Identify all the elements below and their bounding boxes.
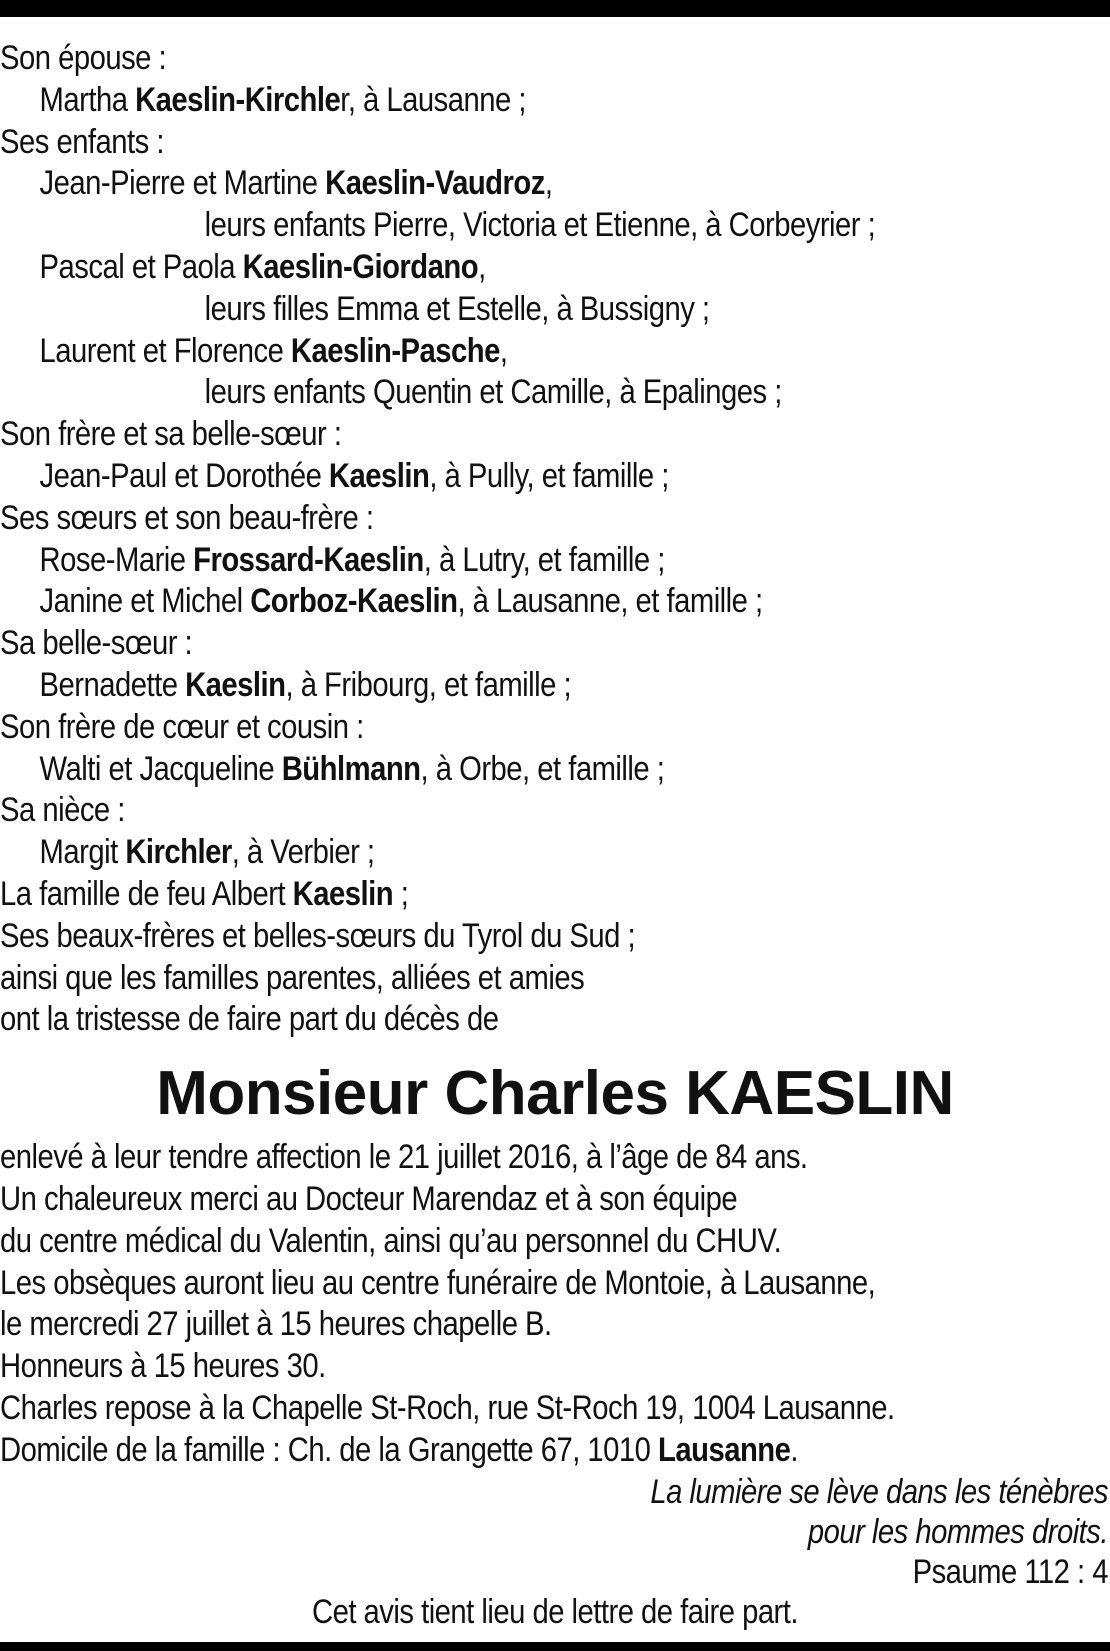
family-line	[0, 790, 955, 832]
detail-line	[0, 1179, 955, 1221]
deceased-name: Monsieur Charles KAESLIN	[156, 1059, 954, 1129]
family-name: Kaeslin-Giordano	[242, 247, 479, 286]
line-text: ;	[393, 874, 409, 913]
line-text: leurs filles Emma et Estelle, à Bussigny ;	[204, 289, 710, 328]
line-text: ont la tristesse de faire part du décès de	[0, 1000, 499, 1039]
psalm-quote	[0, 1472, 1108, 1592]
family-line	[0, 623, 955, 665]
family-line	[0, 456, 955, 498]
bottom-rule	[0, 1642, 1110, 1651]
family-name: Kaeslin	[328, 456, 430, 495]
family-name: Kaeslin-Pasche	[290, 331, 500, 370]
line-text: , à Orbe, et famille ;	[420, 749, 665, 788]
quote-line: pour les hommes droits.	[807, 1512, 1108, 1551]
family-name: Kaeslin-Kirchle	[135, 80, 341, 119]
line-text: .	[790, 1430, 799, 1469]
line-text: Ses enfants :	[0, 122, 164, 161]
line-text: , à Lausanne, et famille ;	[457, 582, 763, 621]
line-text: Rose-Marie	[39, 540, 194, 579]
line-text: enlevé à leur tendre affection le 21 juillet 2016, à l’âge de 84 ans.	[0, 1138, 808, 1177]
detail-line	[0, 1304, 955, 1346]
line-text: Sa nièce :	[0, 791, 125, 830]
line-text: Un chaleureux merci au Docteur Marendaz et à son équipe	[0, 1179, 738, 1218]
line-text: , à Lutry, et famille ;	[423, 540, 665, 579]
family-list	[0, 38, 1110, 1041]
detail-line	[0, 1388, 955, 1430]
family-name: Kaeslin-Vaudroz	[325, 164, 545, 203]
detail-line	[0, 1346, 955, 1388]
family-line	[0, 665, 955, 707]
family-line	[0, 331, 955, 373]
family-name: Kirchler	[125, 833, 232, 872]
line-text: du centre médical du Valentin, ainsi qu’au personnel du CHUV.	[0, 1221, 782, 1260]
family-line	[0, 749, 955, 791]
family-name: Lausanne	[658, 1430, 791, 1469]
line-text: leurs enfants Pierre, Victoria et Etienne, à Corbeyrier ;	[204, 206, 876, 245]
line-text: Ses beaux-frères et belles-sœurs du Tyrol du Sud ;	[0, 916, 636, 955]
family-name: Frossard-Kaeslin	[193, 540, 424, 579]
line-text: le mercredi 27 juillet à 15 heures chapelle B.	[0, 1305, 552, 1344]
line-text: Janine et Michel	[39, 582, 251, 621]
line-text: , à Pully, et famille ;	[429, 456, 669, 495]
death-notice	[0, 38, 1110, 1632]
family-line	[0, 540, 955, 582]
family-line	[0, 247, 955, 289]
line-text: Son frère de cœur et cousin :	[0, 707, 364, 746]
family-line	[0, 205, 955, 247]
family-line	[0, 958, 955, 1000]
family-line	[0, 498, 955, 540]
family-name: Kaeslin	[292, 874, 394, 913]
detail-line	[0, 1263, 955, 1305]
line-text: r, à Lausanne ;	[340, 80, 526, 119]
notice-details	[0, 1137, 1110, 1471]
line-text: ,	[478, 247, 486, 286]
line-text: ainsi que les familles parentes, alliées et amies	[0, 958, 585, 997]
family-line	[0, 581, 955, 623]
line-text: Jean-Pierre et Martine	[39, 164, 326, 203]
line-text: leurs enfants Quentin et Camille, à Epalinges ;	[204, 373, 782, 412]
family-line	[0, 832, 955, 874]
line-text: , à Verbier ;	[231, 833, 375, 872]
line-text: Martha	[39, 80, 136, 119]
quote-reference: Psaume 112 : 4	[912, 1552, 1108, 1591]
line-text: Walti et Jacqueline	[39, 749, 282, 788]
line-text: Jean-Paul et Dorothée	[39, 456, 329, 495]
line-text: Charles repose à la Chapelle St-Roch, rue St-Roch 19, 1004 Lausanne.	[0, 1388, 895, 1427]
family-line	[0, 372, 955, 414]
family-line	[0, 707, 955, 749]
line-text: Son frère et sa belle-sœur :	[0, 415, 342, 454]
line-text: Sa belle-sœur :	[0, 624, 193, 663]
line-text: ,	[499, 331, 508, 370]
family-line	[0, 38, 955, 80]
line-text: La famille de feu Albert	[0, 874, 293, 913]
line-text: Honneurs à 15 heures 30.	[0, 1347, 326, 1386]
family-name: Corboz-Kaeslin	[250, 582, 458, 621]
family-line	[0, 122, 955, 164]
line-text: , à Fribourg, et famille ;	[285, 665, 572, 704]
family-line	[0, 874, 955, 916]
line-text: Bernadette	[39, 665, 186, 704]
line-text: Domicile de la famille : Ch. de la Grangette 67, 1010	[0, 1430, 659, 1469]
family-line	[0, 80, 955, 122]
family-name: Bühlmann	[281, 749, 421, 788]
family-line	[0, 414, 955, 456]
detail-line	[0, 1221, 955, 1263]
line-text: Pascal et Paola	[39, 247, 243, 286]
line-text: Margit	[39, 833, 126, 872]
closing-note: Cet avis tient lieu de lettre de faire part.	[311, 1592, 799, 1631]
line-text: Les obsèques auront lieu au centre funéraire de Montoie, à Lausanne,	[0, 1263, 876, 1302]
line-text: Son épouse :	[0, 39, 167, 77]
detail-line	[0, 1137, 955, 1179]
top-rule	[0, 0, 1110, 17]
family-line	[0, 999, 955, 1041]
quote-line: La lumière se lève dans les ténèbres	[650, 1472, 1108, 1511]
family-name: Kaeslin	[185, 665, 286, 704]
family-line	[0, 163, 955, 205]
line-text: Ses sœurs et son beau-frère :	[0, 498, 374, 537]
detail-line	[0, 1430, 955, 1472]
line-text: Laurent et Florence	[39, 331, 291, 370]
line-text: ,	[544, 164, 553, 203]
family-line	[0, 916, 955, 958]
family-line	[0, 289, 955, 331]
